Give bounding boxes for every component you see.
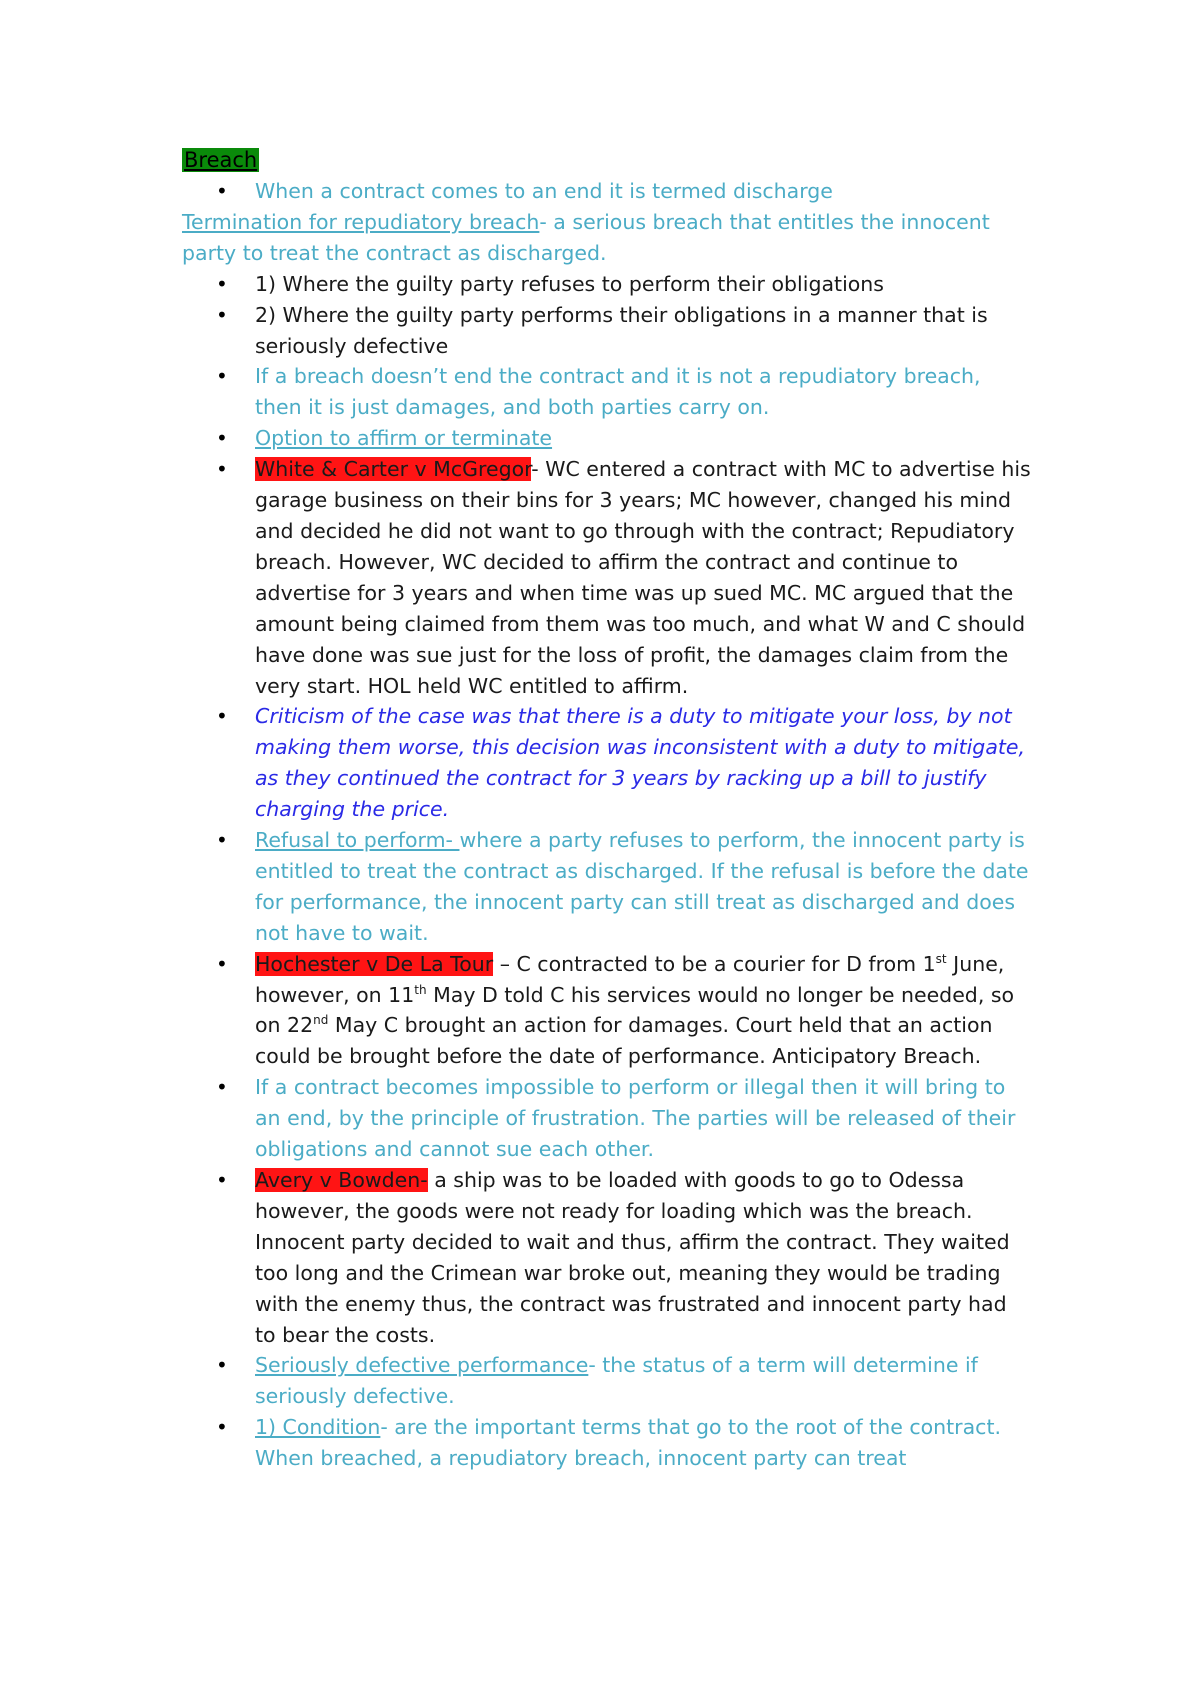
bullet-list-intro: [182, 176, 1032, 207]
document-body: [182, 144, 1032, 1474]
case-name-highlight: Hochester v De La Tour: [255, 951, 494, 976]
list-item: • If a contract becomes impossible to perform or illegal then it will bring to an end, by the principle of frustration. The parties will be released of their obligations and cannot sue each other.: [182, 1072, 1032, 1165]
paragraph-repudiatory-breach: Termination for repudiatory breach- a serious breach that entitles the innocent party to treat the contract as discharged.: [182, 209, 990, 265]
case-name-highlight: White & Carter v McGregor: [255, 457, 532, 482]
list-item: • Refusal to perform- where a party refuses to perform, the innocent party is entitled to treat the contract as discharged. If the refusal is before the date for performance, the innocent party can still treat as discharged and does not have to wait.: [182, 825, 1032, 949]
list-item: • 2) Where the guilty party performs their obligations in a manner that is seriously defective: [182, 300, 1032, 362]
list-item: • When a contract comes to an end it is termed discharge: [182, 176, 1032, 207]
list-item: • Seriously defective performance- the status of a term will determine if seriously defective.: [182, 1350, 1032, 1412]
list-item: • If a breach doesn’t end the contract and it is not a repudiatory breach, then it is just damages, and both parties carry on.: [182, 361, 1032, 423]
list-item: • 1) Where the guilty party refuses to perform their obligations: [182, 269, 1032, 300]
list-item: • Avery v Bowden- a ship was to be loaded with goods to go to Odessa however, the goods were not ready for loading which was the breach. Innocent party decided to wait and thus, affirm the contract. They waited too long and the Crimean war broke out, meaning they would be trading with the enemy thus, the contract was frustrated and innocent party had to bear the costs.: [182, 1165, 1032, 1350]
page-title: Breach: [184, 148, 258, 172]
bullet-list-main: [182, 269, 1032, 1474]
case-name-highlight: Avery v Bowden-: [255, 1168, 428, 1192]
list-item: • Option to affirm or terminate: [182, 423, 1032, 454]
list-item: • Criticism of the case was that there is a duty to mitigate your loss, by not making them worse, this decision was inconsistent with a duty to mitigate, as they continued the contract for 3 years by racking up a bill to justify charging the price.: [182, 701, 1032, 825]
list-item: • 1) Condition- are the important terms that go to the root of the contract. When breached, a repudiatory breach, innocent party can treat: [182, 1412, 1032, 1474]
list-item: • White & Carter v McGregor- WC entered a contract with MC to advertise his garage business on their bins for 3 years; MC however, changed his mind and decided he did not want to go through with the contract; Repudiatory breach. However, WC decided to affirm the contract and continue to advertise for 3 years and when time was up sued MC. MC argued that the amount being claimed from them was too much, and what W and C should have done was sue just for the loss of profit, the damages claim from the very start. HOL held WC entitled to affirm.: [182, 454, 1032, 701]
list-item: • Hochester v De La Tour – C contracted to be a courier for D from 1st June, however, on 11th May D told C his services would no longer be needed, so on 22nd May C brought an action for damages. Court held that an action could be brought before the date of performance. Anticipatory Breach.: [182, 949, 1032, 1073]
